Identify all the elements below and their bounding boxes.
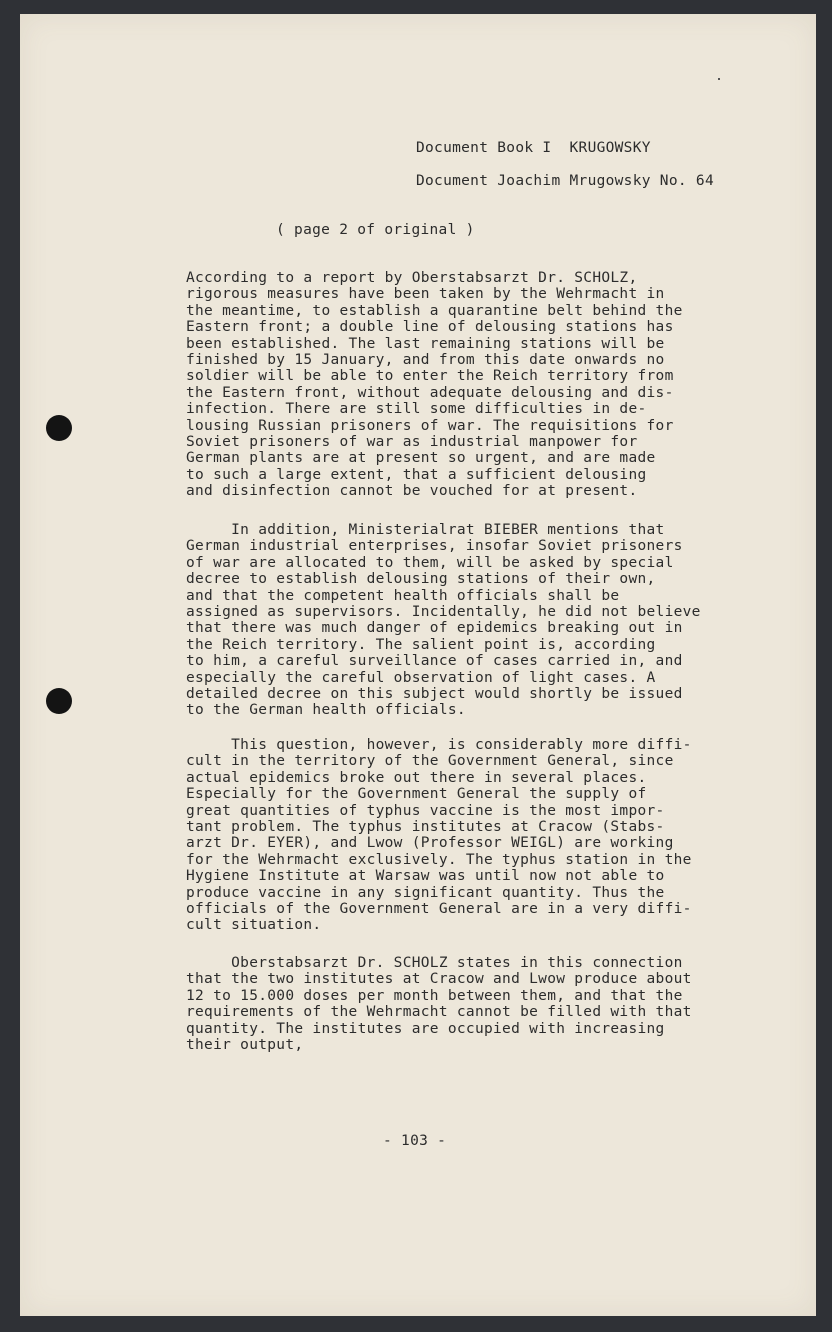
- text-line: Eastern front; a double line of delousing stations has: [186, 319, 674, 336]
- text-line: and that the competent health officials shall be: [186, 587, 620, 604]
- text-line: German plants are at present so urgent, and are made: [186, 450, 656, 467]
- text-line: that there was much danger of epidemics breaking out in: [186, 620, 683, 637]
- text-line: the meantime, to establish a quarantine belt behind the: [186, 302, 683, 319]
- page-of-original-note: ( page 2 of original ): [276, 222, 475, 238]
- text-line: quantity. The institutes are occupied with increasing: [186, 1020, 665, 1037]
- page-number: - 103 -: [383, 1133, 447, 1149]
- paragraph-government-general: [186, 737, 756, 934]
- text-line: detailed decree on this subject would shortly be issued: [186, 686, 683, 703]
- text-line: and disinfection cannot be vouched for at present.: [186, 483, 638, 500]
- text-line: arzt Dr. EYER), and Lwow (Professor WEIGL) are working: [186, 835, 674, 852]
- text-line: In addition, Ministerialrat BIEBER mentions that: [186, 522, 665, 538]
- text-line: to such a large extent, that a sufficient delousing: [186, 466, 647, 483]
- text-line: that the two institutes at Cracow and Lwow produce about: [186, 971, 692, 988]
- text-line: great quantities of typhus vaccine is the most impor-: [186, 802, 665, 819]
- paragraph-scholz-report: [186, 270, 756, 500]
- text-line: rigorous measures have been taken by the Wehrmacht in: [186, 286, 665, 303]
- text-line: tant problem. The typhus institutes at Cracow (Stabs-: [186, 819, 665, 836]
- text-line: Oberstabsarzt Dr. SCHOLZ states in this connection: [186, 955, 683, 971]
- text-line: their output,: [186, 1037, 304, 1054]
- text-line: assigned as supervisors. Incidentally, he did not believe: [186, 604, 701, 621]
- punch-hole-top: [46, 415, 72, 441]
- paragraph-bieber-statement: [186, 522, 756, 719]
- text-line: German industrial enterprises, insofar Soviet prisoners: [186, 538, 683, 555]
- text-line: produce vaccine in any significant quantity. Thus the: [186, 884, 665, 901]
- text-line: According to a report by Oberstabsarzt Dr. SCHOLZ,: [186, 270, 638, 286]
- text-line: soldier will be able to enter the Reich territory from: [186, 368, 674, 385]
- text-line: requirements of the Wehrmacht cannot be filled with that: [186, 1004, 692, 1021]
- text-line: This question, however, is considerably more diffi-: [186, 737, 692, 753]
- document-book-header: Document Book I KRUGOWSKY: [416, 140, 651, 156]
- text-line: officials of the Government General are in a very diffi-: [186, 901, 692, 918]
- text-line: Soviet prisoners of war as industrial manpower for: [186, 434, 638, 451]
- text-line: been established. The last remaining stations will be: [186, 335, 665, 352]
- document-number-header: Document Joachim Mrugowsky No. 64: [416, 173, 714, 189]
- text-line: infection. There are still some difficulties in de-: [186, 401, 647, 418]
- text-line: cult situation.: [186, 917, 322, 934]
- text-line: of war are allocated to them, will be asked by special: [186, 554, 674, 571]
- text-line: decree to establish delousing stations of their own,: [186, 571, 656, 588]
- text-line: to the German health officials.: [186, 702, 466, 719]
- text-line: Hygiene Institute at Warsaw was until now not able to: [186, 868, 665, 885]
- ink-speck: [718, 78, 720, 80]
- punch-hole-bottom: [46, 688, 72, 714]
- text-line: lousing Russian prisoners of war. The requisitions for: [186, 417, 674, 434]
- text-line: especially the careful observation of light cases. A: [186, 669, 656, 686]
- text-line: for the Wehrmacht exclusively. The typhus station in the: [186, 851, 692, 868]
- text-line: the Reich territory. The salient point is, according: [186, 636, 656, 653]
- text-line: actual epidemics broke out there in several places.: [186, 769, 647, 786]
- text-line: to him, a careful surveillance of cases carried in, and: [186, 653, 683, 670]
- text-line: Especially for the Government General the supply of: [186, 786, 647, 803]
- paragraph-vaccine-production: [186, 955, 756, 1053]
- text-line: finished by 15 January, and from this date onwards no: [186, 352, 665, 369]
- text-line: the Eastern front, without adequate delousing and dis-: [186, 384, 674, 401]
- text-line: 12 to 15.000 doses per month between them, and that the: [186, 987, 683, 1004]
- text-line: cult in the territory of the Government General, since: [186, 753, 674, 770]
